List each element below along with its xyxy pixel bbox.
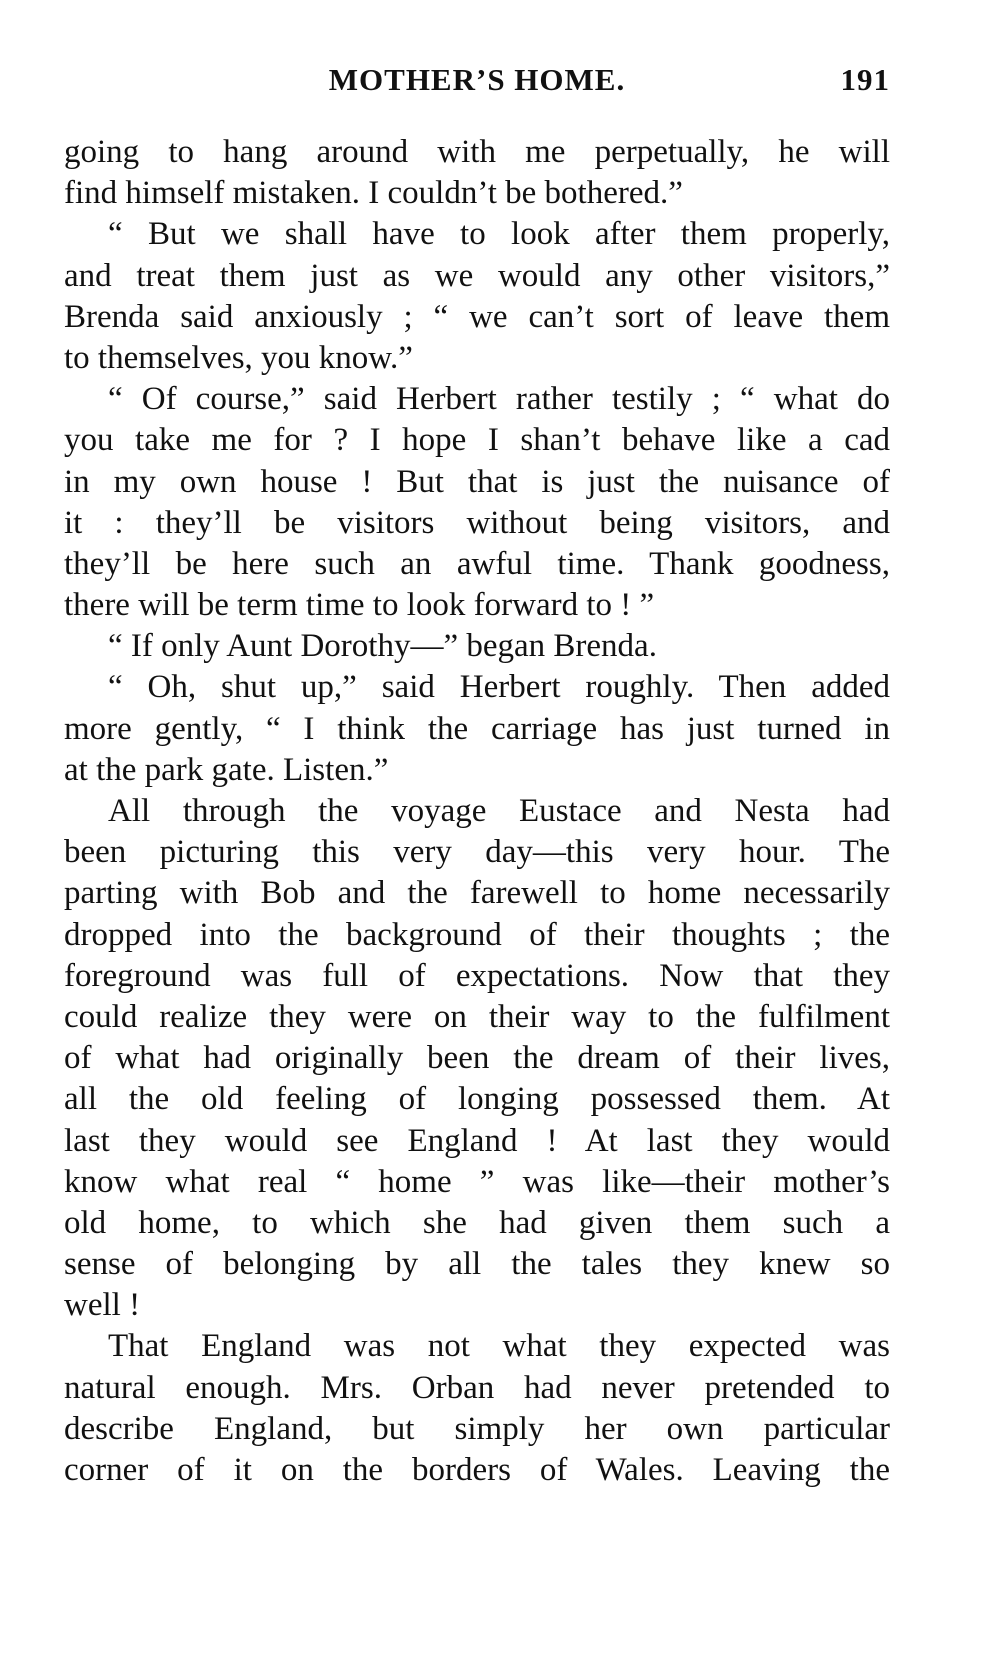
text-line: dropped into the background of their thoughts ; the [64,916,890,953]
running-head [64,56,890,116]
text-line: been picturing this very day—this very hour. The [64,834,890,871]
text-line: well ! [64,1287,141,1324]
text-line: describe England, but simply her own particular [64,1410,890,1447]
text-line: parting with Bob and the farewell to home necessarily [64,875,890,912]
text-line: foreground was full of expectations. Now that they [64,957,890,994]
text-line: in my own house ! But that is just the nuisance of [64,463,890,500]
text-line: find himself mistaken. I couldn’t be bothered.” [64,175,683,212]
text-line: sense of belonging by all the tales they knew so [64,1246,890,1283]
text-line: know what real “ home ” was like—their mother’s [64,1163,890,1200]
text-line: they’ll be here such an awful time. Thank goodness, [64,545,890,582]
text-line: “ But we shall have to look after them properly, [108,216,890,253]
text-line: more gently, “ I think the carriage has just turned in [64,710,890,747]
book-page [64,56,890,1491]
text-line: of what had originally been the dream of their lives, [64,1040,890,1077]
text-line: natural enough. Mrs. Orban had never pretended to [64,1369,890,1406]
text-line: there will be term time to look forward to ! ” [64,587,655,624]
text-line: you take me for ? I hope I shan’t behave like a cad [64,422,890,459]
text-line: “ Of course,” said Herbert rather testily ; “ what do [108,381,890,418]
text-line: Brenda said anxiously ; “ we can’t sort of leave them [64,298,890,335]
text-line: That England was not what they expected was [108,1328,890,1365]
text-line: it : they’ll be visitors without being visitors, and [64,504,890,541]
text-line: “ Oh, shut up,” said Herbert roughly. Then added [108,669,890,706]
text-line: could realize they were on their way to the fulfilment [64,998,890,1035]
text-line: last they would see England ! At last they would [64,1122,890,1159]
text-line: old home, to which she had given them such a [64,1204,890,1241]
text-line: to themselves, you know.” [64,339,413,376]
body-text [64,132,890,1491]
running-title: MOTHER’S HOME. [328,62,626,97]
text-line: and treat them just as we would any other visitors,” [64,257,890,294]
text-line: corner of it on the borders of Wales. Leaving the [64,1452,890,1488]
text-line: all the old feeling of longing possessed them. At [64,1081,890,1118]
text-line: going to hang around with me perpetually, he will [64,134,890,170]
text-line: at the park gate. Listen.” [64,751,389,788]
text-line: All through the voyage Eustace and Nesta had [108,793,890,829]
text-line: “ If only Aunt Dorothy—” began Brenda. [108,628,657,665]
page-number: 191 [840,62,890,97]
